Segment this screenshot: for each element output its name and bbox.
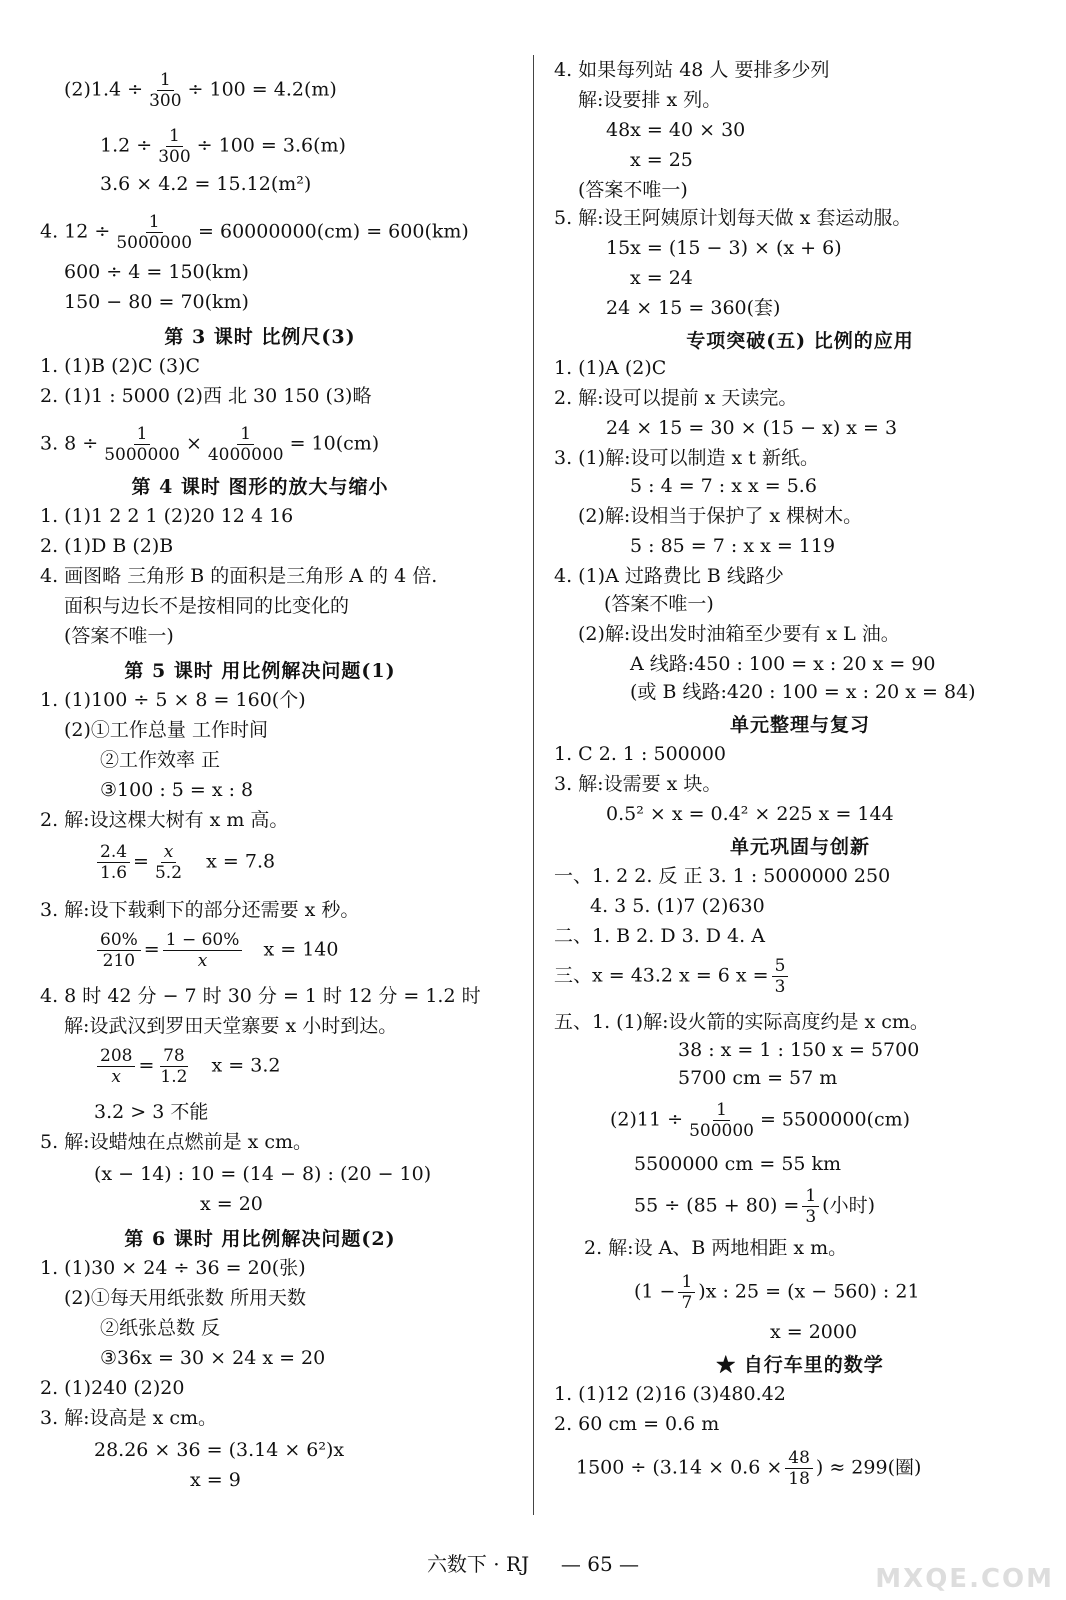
answer-line: 2. 60 cm = 0.6 m [554,1413,720,1435]
answer-line: A 线路:450 : 100 = x : 20 x = 90 [630,653,936,675]
answer-line: 5 : 4 = 7 : x x = 5.6 [630,475,817,497]
answer-line: 3.2 > 3 不能 [94,1101,209,1123]
answer-line: 0.5² × x = 0.4² × 225 x = 144 [606,803,894,825]
answer-line: (1 − $\frac{1}{7}$ )x : 25 = (x − 560) : 21 [634,1272,920,1313]
answer-line: (2)1.4 ÷ $\frac{1}{300}$ ÷ 100 = 4.2(m) [64,70,337,111]
answer-line: ③36x = 30 × 24 x = 20 [100,1347,326,1369]
answer-line: (答案不唯一) [64,625,174,647]
answer-line: $\frac{60\%}{210}$ = $\frac{1 - 60\%}{x}$ x = 140 [94,930,338,971]
answer-line: x = 20 [200,1193,263,1215]
section-heading: 单元巩固与创新 [729,836,870,858]
answer-line: 2. (1)240 (2)20 [40,1377,185,1399]
answer-line: 2. 解:设这棵大树有 x m 高。 [40,809,289,831]
answer-line: 二、1. B 2. D 3. D 4. A [554,925,765,947]
answer-line: 1. C 2. 1 : 500000 [554,743,727,765]
answer-line: $\frac{208}{x}$ = $\frac{78}{1.2}$ x = 3.2 [94,1046,280,1087]
answer-line: ③100 : 5 = x : 8 [100,779,254,801]
answer-line: 3. 解:设下载剩下的部分还需要 x 秒。 [40,899,360,921]
answer-line: 24 × 15 = 360(套) [606,297,781,319]
answer-line: 28.26 × 36 = (3.14 × 6²)x [94,1439,345,1461]
answer-line: (答案不唯一) [578,179,688,201]
answer-line: 解:设武汉到罗田天堂寨要 x 小时到达。 [64,1015,398,1037]
section-heading: 第 4 课时 图形的放大与缩小 [131,476,389,498]
answer-line: 4. (1)A 过路费比 B 线路少 [554,565,784,587]
answer-line: 2. 解:设 A、B 两地相距 x m。 [584,1237,848,1259]
answer-line: x = 2000 [770,1321,858,1343]
answer-line: 3. 解:设高是 x cm。 [40,1407,218,1429]
answer-line: 3. (1)解:设可以制造 x t 新纸。 [554,447,819,469]
answer-line: 4. 画图略 三角形 B 的面积是三角形 A 的 4 倍. [40,565,438,587]
answer-line: (2)解:设出发时油箱至少要有 x L 油。 [578,623,900,645]
column-divider [533,55,534,1515]
answer-line: ②纸张总数 反 [100,1317,221,1339]
answer-line: 24 × 15 = 30 × (15 − x) x = 3 [606,417,898,439]
answer-line: 一、1. 2 2. 反 正 3. 1 : 5000000 250 [554,865,891,887]
section-heading: 第 3 课时 比例尺(3) [164,326,356,348]
answer-line: 150 − 80 = 70(km) [64,291,249,313]
page-number: — 65 — [560,1552,640,1576]
answer-line: 3. 解:设需要 x 块。 [554,773,722,795]
answer-line: 15x = (15 − 3) × (x + 6) [606,237,842,259]
answer-line: x = 24 [630,267,693,289]
answer-line: 4. 12 ÷ $\frac{1}{5000000}$ = 60000000(cm) = 600(km) [40,212,469,253]
answer-line: x = 9 [190,1469,241,1491]
answer-line: (x − 14) : 10 = (14 − 8) : (20 − 10) [94,1163,432,1185]
answer-line: (2)①工作总量 工作时间 [64,719,268,741]
answer-line: 48x = 40 × 30 [606,119,746,141]
answer-line: 1. (1)A (2)C [554,357,667,379]
left-column [0,0,520,1540]
answer-line: 2. (1)D B (2)B [40,535,174,557]
answer-line: 2. (1)1 : 5000 (2)西 北 30 150 (3)略 [40,385,372,407]
answer-line: 1500 ÷ (3.14 × 0.6 × $\frac{48}{18}$ ) ≈ 299(圈) [576,1448,922,1489]
answer-line: 1. (1)B (2)C (3)C [40,355,201,377]
answer-line: (或 B 线路:420 : 100 = x : 20 x = 84) [630,681,976,703]
answer-line: 5500000 cm = 55 km [634,1153,842,1175]
answer-line: 三、x = 43.2 x = 6 x = $\frac{5}{3}$ [554,956,791,997]
answer-line: 4. 8 时 42 分 − 7 时 30 分 = 1 时 12 分 = 1.2 时 [40,985,481,1007]
answer-line: 五、1. (1)解:设火箭的实际高度约是 x cm。 [554,1011,929,1033]
answer-line: 600 ÷ 4 = 150(km) [64,261,249,283]
answer-line: 1. (1)30 × 24 ÷ 36 = 20(张) [40,1257,306,1279]
watermark-logo: MXQE.COM [875,1564,1054,1594]
right-column [540,0,1060,1540]
answer-line: 解:设要排 x 列。 [578,89,722,111]
book-label: 六数下 · RJ [426,1552,530,1576]
answer-line: 4. 3 5. (1)7 (2)630 [590,895,765,917]
answer-line: $\frac{2.4}{1.6}$ = $\frac{x}{5.2}$ x = 7.8 [94,842,275,883]
answer-line: 1. (1)12 (2)16 (3)480.42 [554,1383,786,1405]
answer-line: 5 : 85 = 7 : x x = 119 [630,535,836,557]
answer-line: x = 25 [630,149,693,171]
answer-line: 38 : x = 1 : 150 x = 5700 [678,1039,920,1061]
section-heading: ★ 自行车里的数学 [716,1354,884,1376]
answer-line: (2)11 ÷ $\frac{1}{500000}$ = 5500000(cm) [610,1100,911,1141]
answer-line: 55 ÷ (85 + 80) = $\frac{1}{3}$ (小时) [634,1186,875,1227]
answer-line: (2)解:设相当于保护了 x 棵树木。 [578,505,863,527]
section-heading: 单元整理与复习 [729,714,870,736]
answer-line: 1. (1)100 ÷ 5 × 8 = 160(个) [40,689,306,711]
answer-line: 1. (1)1 2 2 1 (2)20 12 4 16 [40,505,294,527]
answer-line: 5. 解:设王阿姨原计划每天做 x 套运动服。 [554,207,912,229]
answer-line: 5700 cm = 57 m [678,1067,838,1089]
answer-line: 3.6 × 4.2 = 15.12(m²) [100,173,312,195]
answer-line: ②工作效率 正 [100,749,221,771]
answer-line: 1.2 ÷ $\frac{1}{300}$ ÷ 100 = 3.6(m) [100,126,346,167]
answer-line: 3. 8 ÷ $\frac{1}{5000000}$ × $\frac{1}{4000000}$ = 10(cm) [40,424,380,465]
section-heading: 专项突破(五) 比例的应用 [686,330,914,352]
answer-line: (答案不唯一) [604,593,714,615]
answer-line: (2)①每天用纸张数 所用天数 [64,1287,306,1309]
answer-line: 5. 解:设蜡烛在点燃前是 x cm。 [40,1131,313,1153]
answer-line: 4. 如果每列站 48 人 要排多少列 [554,59,830,81]
section-heading: 第 5 课时 用比例解决问题(1) [124,660,396,682]
answer-line: 2. 解:设可以提前 x 天读完。 [554,387,798,409]
section-heading: 第 6 课时 用比例解决问题(2) [124,1228,396,1250]
answer-line: 面积与边长不是按相同的比变化的 [64,595,350,617]
